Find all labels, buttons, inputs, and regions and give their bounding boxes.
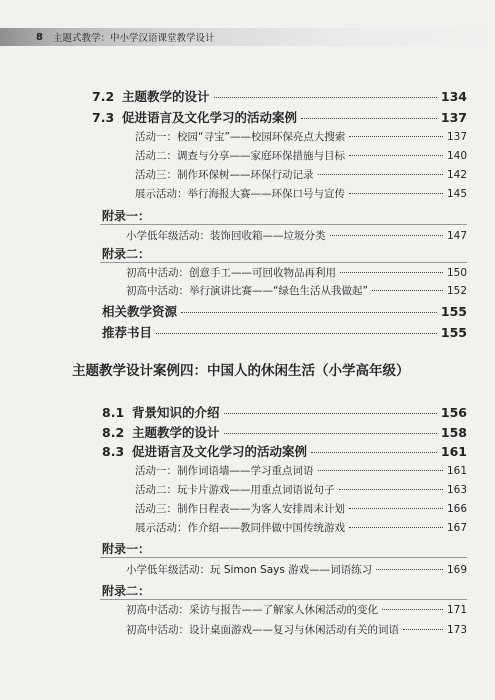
appendix-2-label: 附录二： — [102, 584, 151, 598]
page-number: 161 — [446, 465, 467, 477]
divider — [100, 599, 467, 600]
leader-dots — [318, 470, 443, 471]
entry-title: 展示活动：举行海报大赛——环保口号与宣传 — [135, 188, 345, 200]
entry-title: 初高中活动：创意手工——可回收物品再利用 — [126, 267, 336, 279]
toc-entry-appendix-1-primary[interactable] — [126, 562, 467, 577]
toc-entry-7-3-activity-1[interactable] — [135, 129, 467, 144]
leader-dots — [372, 290, 443, 291]
leader-dots — [403, 629, 443, 630]
entry-title: 活动二：调查与分享——家庭环保措施与目标 — [135, 150, 345, 162]
leader-dots — [311, 452, 437, 453]
toc-entry-7-2[interactable] — [92, 87, 467, 105]
page-number: 134 — [440, 89, 467, 104]
toc-entry-resources[interactable] — [102, 302, 467, 320]
divider — [100, 557, 467, 558]
leader-dots — [224, 433, 437, 434]
entry-title: 推荐书目 — [102, 325, 153, 340]
leader-dots — [349, 527, 443, 528]
header-page-number: 8 — [36, 31, 43, 43]
page-number: 156 — [440, 405, 467, 420]
toc-entry-8-2[interactable] — [102, 423, 467, 441]
toc-entry-appendix-2-b[interactable] — [126, 283, 467, 298]
toc-entry-7-3[interactable] — [92, 108, 467, 126]
leader-dots — [301, 118, 437, 119]
entry-title: 相关教学资源 — [102, 304, 178, 319]
section-number: 8.3 — [102, 444, 125, 459]
page-number: 140 — [446, 150, 467, 162]
page-number: 166 — [446, 503, 467, 515]
section-number: 7.3 — [92, 110, 115, 125]
leader-dots — [349, 136, 443, 137]
page-number: 155 — [440, 325, 467, 340]
leader-dots — [330, 235, 443, 236]
appendix-1-label: 附录一： — [102, 209, 151, 223]
toc-entry-appendix-2-b[interactable] — [126, 622, 467, 637]
toc-entry-8-1[interactable] — [102, 403, 467, 421]
section-number: 8.1 — [102, 405, 125, 420]
page-number: 171 — [446, 604, 467, 616]
entry-title: 展示活动：作介绍——教同伴做中国传统游戏 — [135, 522, 345, 534]
page-number: 137 — [446, 131, 467, 143]
appendix-2-label: 附录二： — [102, 247, 151, 261]
leader-dots — [340, 272, 443, 273]
entry-title: 小学低年级活动：玩 Simon Says 游戏——词语练习 — [126, 564, 373, 576]
page-number: 145 — [446, 188, 467, 200]
entry-title: 初高中活动：采访与报告——了解家人休闲活动的变化 — [126, 604, 378, 616]
page-number: 158 — [440, 425, 467, 440]
header-book-title: 主题式教学：中小学汉语课堂教学设计 — [52, 33, 215, 44]
toc-entry-7-3-showcase[interactable] — [135, 186, 467, 201]
entry-title: 活动三：制作日程表——为客人安排周末计划 — [135, 503, 345, 515]
section-number: 7.2 — [92, 89, 115, 104]
entry-title: 活动二：玩卡片游戏——用重点词语说句子 — [135, 484, 335, 496]
section-title: 背景知识的介绍 — [132, 405, 220, 420]
section-title: 主题教学的设计 — [122, 89, 210, 104]
toc-entry-appendix-1-primary[interactable] — [126, 228, 467, 243]
entry-title: 活动一：制作词语墙——学习重点词语 — [135, 465, 314, 477]
toc-entry-8-3-showcase[interactable] — [135, 520, 467, 535]
page-number: 167 — [446, 522, 467, 534]
leader-dots — [156, 333, 437, 334]
section-number: 8.2 — [102, 425, 125, 440]
page-number: 147 — [446, 230, 467, 242]
entry-title: 活动一：校园“寻宝”——校园环保亮点大搜索 — [135, 131, 346, 143]
page-number: 163 — [446, 484, 467, 496]
leader-dots — [318, 174, 443, 175]
toc-entry-appendix-2-a[interactable] — [126, 602, 467, 617]
toc-entry-8-3-activity-3[interactable] — [135, 501, 467, 516]
leader-dots — [376, 569, 443, 570]
section-title: 主题教学的设计 — [132, 425, 220, 440]
leader-dots — [349, 193, 443, 194]
page-number: 150 — [446, 267, 467, 279]
page-number: 173 — [446, 624, 467, 636]
toc-entry-8-3-activity-1[interactable] — [135, 463, 467, 478]
toc-entry-recommended-books[interactable] — [102, 323, 467, 341]
toc-entry-appendix-2-a[interactable] — [126, 265, 467, 280]
leader-dots — [349, 508, 443, 509]
toc-entry-7-3-activity-2[interactable] — [135, 148, 467, 163]
section-title: 促进语言及文化学习的活动案例 — [122, 110, 298, 125]
leader-dots — [181, 312, 437, 313]
leader-dots — [339, 489, 443, 490]
section-title: 促进语言及文化学习的活动案例 — [132, 444, 308, 459]
entry-title: 初高中活动：举行演讲比赛——“绿色生活从我做起” — [126, 285, 368, 297]
leader-dots — [224, 413, 437, 414]
divider — [100, 262, 467, 263]
toc-entry-8-3-activity-2[interactable] — [135, 482, 467, 497]
page-number: 161 — [440, 444, 467, 459]
leader-dots — [349, 155, 443, 156]
divider — [100, 224, 467, 225]
toc-entry-8-3[interactable] — [102, 442, 467, 460]
entry-title: 活动三：制作环保树——环保行动记录 — [135, 169, 314, 181]
page-number: 152 — [446, 285, 467, 297]
appendix-1-label: 附录一： — [102, 542, 151, 556]
page-number: 142 — [446, 169, 467, 181]
page-number: 155 — [440, 304, 467, 319]
chapter-4-heading[interactable]: 主题教学设计案例四：中国人的休闲生活（小学高年级） — [72, 363, 410, 379]
leader-dots — [214, 97, 437, 98]
leader-dots — [382, 609, 443, 610]
page-number: 169 — [446, 564, 467, 576]
toc-entry-7-3-activity-3[interactable] — [135, 167, 467, 182]
entry-title: 初高中活动：设计桌面游戏——复习与休闲活动有关的词语 — [126, 624, 399, 636]
entry-title: 小学低年级活动：装饰回收箱——垃圾分类 — [126, 230, 326, 242]
page-number: 137 — [440, 110, 467, 125]
